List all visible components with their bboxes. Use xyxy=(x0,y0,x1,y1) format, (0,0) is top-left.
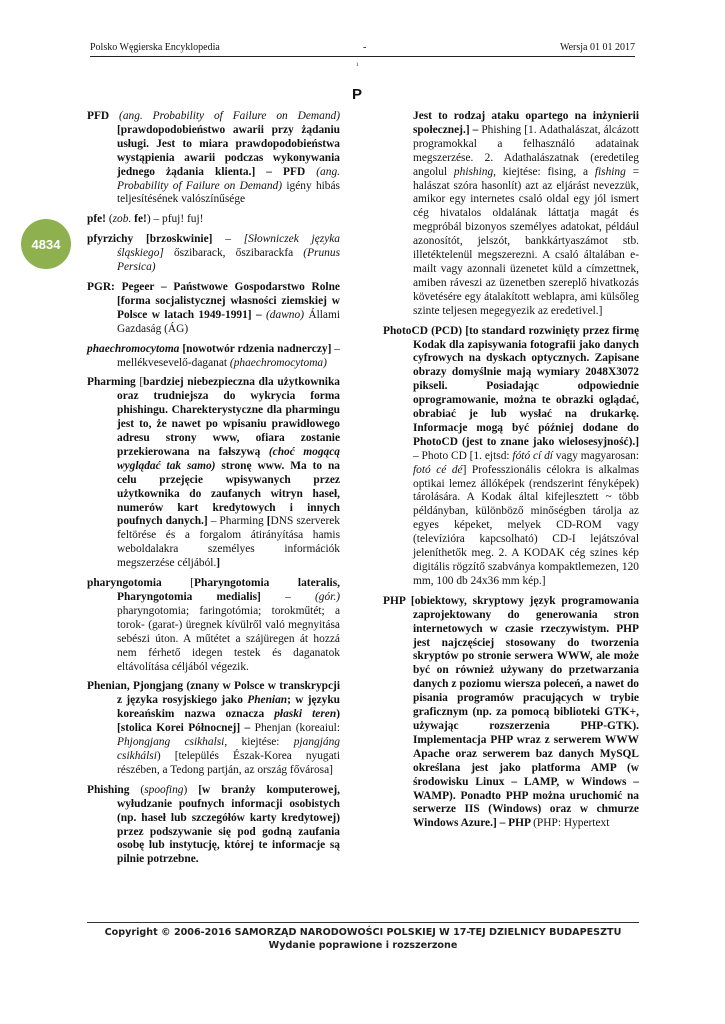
entry-text: [w branży komputerowej, wyłudzanie poufnych informacji osobistych (np. haseł lub szczegółów karty kredytowej) przez podszywanie się pod godną zaufania osobę lub instytucję, której te informacje są pilnie potrzebne. xyxy=(117,783,340,866)
dictionary-entry xyxy=(87,680,340,777)
entry-text: ) – pfuj! fuj! xyxy=(146,213,204,226)
entry-text: Phenian, Pjongjang (znany w Polsce w transkrypcji z języka rosyjskiego jako xyxy=(87,680,340,707)
entry-text: (ang. Probability of Failure on Demand) xyxy=(119,110,340,122)
entry-text: (ang. Probability of Failure on Demand) xyxy=(117,165,340,192)
entry-text: DNS szerverek feltörése és a forgalom átirányítása hamis weboldalakra személyes információk megszerzése céljából. xyxy=(117,515,340,570)
footer-divider xyxy=(87,922,639,923)
entry-text: [ xyxy=(266,515,271,528)
entry-text: PGR: Pegeer – Państwowe Gospodarstwo Rolne [forma socjalistycznej własności ziemskiej w Polsce w latach 1949-1991] – xyxy=(87,280,340,321)
entry-text: – xyxy=(225,233,244,246)
header-version: Wersja 01 01 2017 xyxy=(559,42,635,53)
entry-text: – mellékvesevelő-daganat xyxy=(117,342,340,369)
entry-text: , kiejtése: xyxy=(224,736,294,749)
entry-text: vagy magyarosan: xyxy=(552,449,640,462)
dictionary-entry xyxy=(383,110,639,319)
dictionary-entry xyxy=(87,281,340,337)
entry-text: pjangjáng csikhálsi xyxy=(117,736,340,762)
entry-text: fotó cé dé xyxy=(413,463,463,476)
entry-text: – Photo CD [1. ejtsd: xyxy=(413,449,513,462)
entry-text: (dawno) xyxy=(266,308,309,321)
entry-text: Phenjan (koreaiul: xyxy=(254,722,341,735)
page-number-badge: 4834 xyxy=(21,219,71,269)
entry-text: Pharming xyxy=(87,376,140,389)
entry-text: PhotoCD (PCD) [to standard rozwinięty przez firmę Kodak dla zapisywania fotografii jako danych cyfrowych na dyskach optycznych. Zapisane obrazy domyślnie mają wymiary 2048X3072 pikseli. Posiadając odpowiednie oprogramowanie, można te obrazki oglądać, obrabiać je lub wysłać na drukarkę. Informacje mogą być później dodane do PhotoCD (jest to znane jako wielosesyjność).] xyxy=(383,324,639,448)
entry-text: pharyngotomia; faringotómia; torokműtét; a torok- (garat-) üregnek kívülről való megnyitása sebészi úton. A műtétet a szájüregen át hozzá nem férhető idegen testek és daganatok eltávolítása céljából végezik. xyxy=(117,604,340,673)
entry-text: – Pharming xyxy=(210,515,267,528)
entry-text: ; w języku koreańskim nazwa oznacza xyxy=(117,694,340,721)
dictionary-entry xyxy=(87,376,340,571)
entry-text: [nowotwór rdzenia nadnerczy] xyxy=(182,342,335,355)
header-separator: - xyxy=(363,42,367,53)
entry-text: ( xyxy=(140,783,145,796)
dictionary-entry xyxy=(87,233,340,275)
entry-text: igény hibás teljesítésének valószínűsége xyxy=(117,179,340,206)
dictionary-entry xyxy=(87,110,340,207)
entry-text: ) [stolica Korei Północnej] – xyxy=(117,708,340,735)
entry-text: ) [település Észak-Korea nyugati részében, a Tedong partján, az ország fővárosa] xyxy=(117,749,340,776)
entry-text: pfyrzichy [brzoskwinie] xyxy=(87,233,226,246)
entry-text: (gór.) xyxy=(315,591,340,603)
page-mark: 1 xyxy=(356,63,359,68)
entry-text: (PHP: Hypertext xyxy=(533,817,610,830)
entry-text: fishing xyxy=(594,165,626,178)
entry-text: Phishing xyxy=(87,783,141,796)
entry-text: phaechromocytoma xyxy=(87,342,183,355)
right-column xyxy=(383,110,639,837)
entry-text: őszibarack, őszibarackfa xyxy=(173,247,304,260)
left-column xyxy=(87,110,340,873)
footer-edition: Wydanie poprawione i rozszerzone xyxy=(268,940,458,951)
entry-text: Jest to rodzaj ataku opartego na inżynierii społecznej.] – xyxy=(413,110,639,136)
dictionary-entry xyxy=(383,595,639,831)
entry-text: ) xyxy=(183,783,199,796)
entry-text: PHP [obiektowy, skryptowy język programowania zaprojektowany do generowania stron internetowych w czasie rzeczywistym. PHP jest najczęściej stosowany do tworzenia skryptów po stronie serwera WWW, ale może być on również używany do przetwarzania danych z poziomu wiersza poleceń, a nawet do pisania programów pracujących w trybie graficznym (np. za pomocą biblioteki GTK+, używając rozszerzenia PHP-GTK). Implementacja PHP wraz z serwerem WWW Apache oraz serwerem baz danych MySQL określana jest jako platforma AMP (w środowisku Linux – LAMP, w Windows – WAMP). Ponadto PHP można uruchomić na serwerze IIS (Windows) oraz w chmurze Windows Azure.] – PHP xyxy=(383,594,639,830)
entry-text: [prawdopodobieństwo awarii przy żądaniu usługi. Jest to miara prawdopodobieństwa wystąpienia awarii podczas wykonywania jednego żądania klienta.] – PFD xyxy=(117,123,340,178)
entry-text: , kiejtése: fising, a xyxy=(493,165,595,178)
page-header xyxy=(90,42,635,57)
footer-copyright: Copyright © 2006-2016 SAMORZĄD NARODOWOŚCI POLSKIEJ W 17-TEJ DZIELNICY BUDAPESZTU xyxy=(104,927,622,938)
entry-text: [ xyxy=(190,577,195,590)
entry-text: Pharyngotomia lateralis, Pharyngotomia medialis] xyxy=(117,577,340,603)
entry-text: [ xyxy=(139,376,144,389)
page-footer xyxy=(87,926,639,952)
entry-text: [Słowniczek języka śląskiego] xyxy=(117,233,340,260)
entry-text: (Prunus Persica) xyxy=(117,247,340,274)
dictionary-entry xyxy=(87,784,340,867)
entry-text: PFD xyxy=(87,110,120,122)
entry-text: stronę www. Ma to na celu przejęcie wpisywanych przez użytkownika do zaufanych witryn haseł, numerów kart kredytowych i innych poufnych danych.] xyxy=(117,459,341,528)
dictionary-entry xyxy=(87,577,340,674)
entry-text: (phaechromocytoma) xyxy=(229,356,327,369)
entry-text: fe! xyxy=(134,213,147,226)
header-title: Polsko Węgierska Encyklopedia xyxy=(90,42,220,53)
entry-text: = halászat szóra hasonlít) azt az eljárást nevezzük, amikor egy internetes csaló oldal egy jól ismert cég hivatalos oldalának láttatja magát és megpróbál bizonyos személyes adatokat, például azonosítót, jelszót, bankkártyaszámot stb. illetéktelenül megszerezni. A csaló általában e-mailt vagy azonnali üzenetet küld a címzettnek, amiben ráveszi az üzenetben szereplő hivatkozás követésére egy átalakított weblapra, ami külsőleg szinte teljesen megegyezik az eredetivel.] xyxy=(413,165,639,317)
entry-text: ] xyxy=(216,557,221,570)
entry-text: phishing xyxy=(453,165,494,178)
entry-text: zob. xyxy=(112,213,135,226)
entry-text: Phishing [1. Adathalászat, álcázott programokkal a felhasználó adatainak megszerzése. 2. Adathalászatnak (eredetileg angolul xyxy=(413,123,639,178)
entry-text: bardziej niebezpieczna dla użytkownika oraz trudniejsza do wykrycia forma phishingu. Charekterystyczne dla pharmingu jest to, że nawet po wpisaniu prawidłowego adresu strony www, ofiara zostanie przekierowana na fałszywą xyxy=(117,376,341,458)
entry-text: ( xyxy=(108,213,113,226)
entry-text: płaski teren xyxy=(274,708,337,721)
entry-text: ] Professzionális célokra is alkalmas optikai lemez állóképek (rendszerint fényképek) tárolására. A Kodak által kifejlesztett ~ több példányban, különböző minőségben tárolja az egyes képeket, melyek CD-ROM vagy (televízióra kapcsolható) CD-I lejátszóval jeleníthetők meg. 2. A KODAK cég szines kép digitális rögzítő szabványa kompaktlemezen, 120 mm, 100 db 24x36 mm kép.] xyxy=(413,463,640,587)
entry-text: spoofing xyxy=(144,783,184,796)
entry-text: (choć mogącą wyglądać tak samo) xyxy=(117,445,340,472)
dictionary-entry xyxy=(383,325,639,589)
entry-text: fótó cí dí xyxy=(512,449,553,462)
entry-text: Phjongjang csikhalsi xyxy=(117,736,225,749)
entry-text: pfe! xyxy=(87,213,109,226)
entry-text: Phenian xyxy=(247,694,288,707)
entry-text: Állami Gazdaság (ÁG) xyxy=(117,308,340,335)
dictionary-entry xyxy=(87,343,340,371)
entry-text: – xyxy=(285,591,315,603)
entry-text: pharyngotomia xyxy=(87,577,191,590)
dictionary-entry xyxy=(87,213,340,227)
section-letter: P xyxy=(352,86,363,103)
